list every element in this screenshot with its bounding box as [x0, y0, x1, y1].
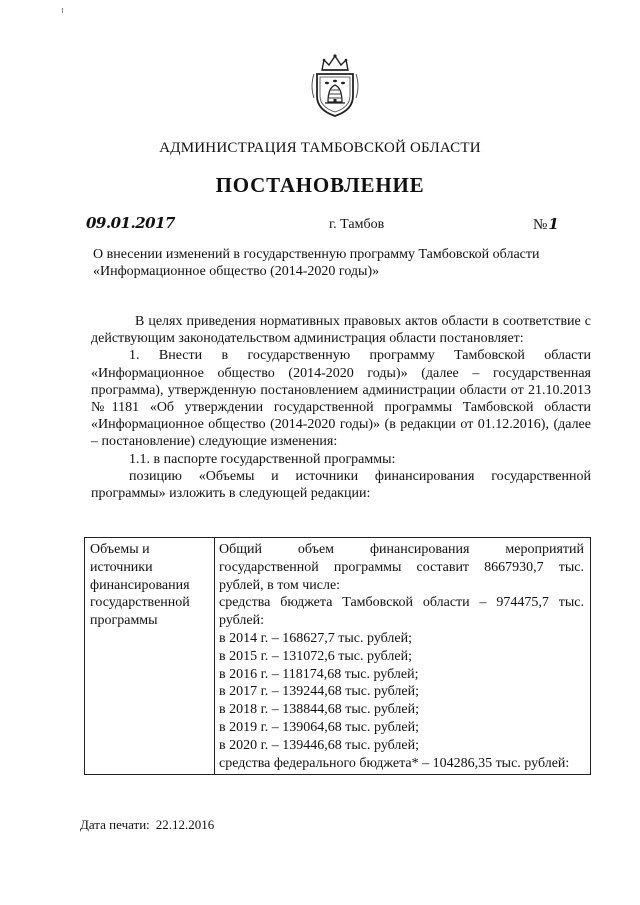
document-number	[533, 215, 559, 234]
document-city: г. Тамбов	[329, 217, 385, 232]
funding-regional: средства бюджета Тамбовской области – 974475,7 тыс. рублей:	[219, 595, 584, 629]
document-subject	[93, 246, 593, 280]
print-date-footer	[80, 817, 220, 833]
funding-intro: Общий объем финансирования мероприятий государственной программы составит 8667930,7 тыс. рублей, в том числе:	[219, 542, 584, 593]
table-row	[85, 538, 591, 775]
number-value: 1	[548, 215, 559, 233]
funding-year-2016: в 2016 г. – 118174,68 тыс. рублей;	[219, 666, 419, 682]
document-date: 09.01.2017	[86, 214, 175, 232]
subject-line-2: «Информационное общество (2014-2020 годы)»	[93, 264, 380, 279]
organization-name: АДМИНИСТРАЦИЯ ТАМБОВСКОЙ ОБЛАСТИ	[159, 140, 481, 156]
funding-year-2018: в 2018 г. – 138844,68 тыс. рублей;	[219, 702, 419, 718]
funding-table	[84, 537, 591, 775]
number-prefix: №	[533, 217, 548, 233]
subject-line-1: О внесении изменений в государственную программу Тамбовской области	[93, 247, 540, 262]
print-date-label: Дата печати:	[80, 817, 150, 832]
funding-year-2017: в 2017 г. – 139244,68 тыс. рублей;	[219, 684, 419, 700]
funding-federal: средства федерального бюджета* – 104286,35 тыс. рублей:	[219, 755, 570, 771]
print-date-value: 22.12.2016	[155, 817, 215, 832]
funding-label-cell: Объемы и источники финансирования государственной программы	[85, 538, 215, 775]
funding-year-2020: в 2020 г. – 139446,68 тыс. рублей;	[219, 737, 419, 753]
item-1-1-paragraph: 1.1. в паспорте государственной программы:	[129, 451, 396, 467]
scan-mark	[62, 8, 65, 13]
coat-of-arms-icon	[308, 52, 362, 120]
document-type-title: ПОСТАНОВЛЕНИЕ	[215, 173, 425, 197]
item-1-1-text-paragraph: позицию «Объемы и источники финансирования государственной программы» изложить в следующей редакции:	[91, 468, 591, 502]
funding-year-2015: в 2015 г. – 131072,6 тыс. рублей;	[219, 648, 412, 664]
funding-year-2019: в 2019 г. – 139064,68 тыс. рублей;	[219, 719, 419, 735]
preamble-paragraph: В целях приведения нормативных правовых актов области в соответствие с действующим законодательством администрация области постановляет:	[91, 314, 591, 347]
document-body	[91, 313, 591, 502]
funding-value-cell	[215, 538, 591, 775]
item-1-paragraph: 1. Внести в государственную программу Тамбовской области «Информационное общество (2014-2020 годы)» (далее – государственная программа), утвержденную постановлением администрации области от 21.10.2013 №1181 «Об утверждении государственной программы Тамбовской области «Информационное общество (2014-2020 годы)» (в редакции от 01.12.2016), (далее – постановление) следующие изменения:	[91, 348, 591, 450]
funding-year-2014: в 2014 г. – 168627,7 тыс. рублей;	[219, 630, 412, 646]
